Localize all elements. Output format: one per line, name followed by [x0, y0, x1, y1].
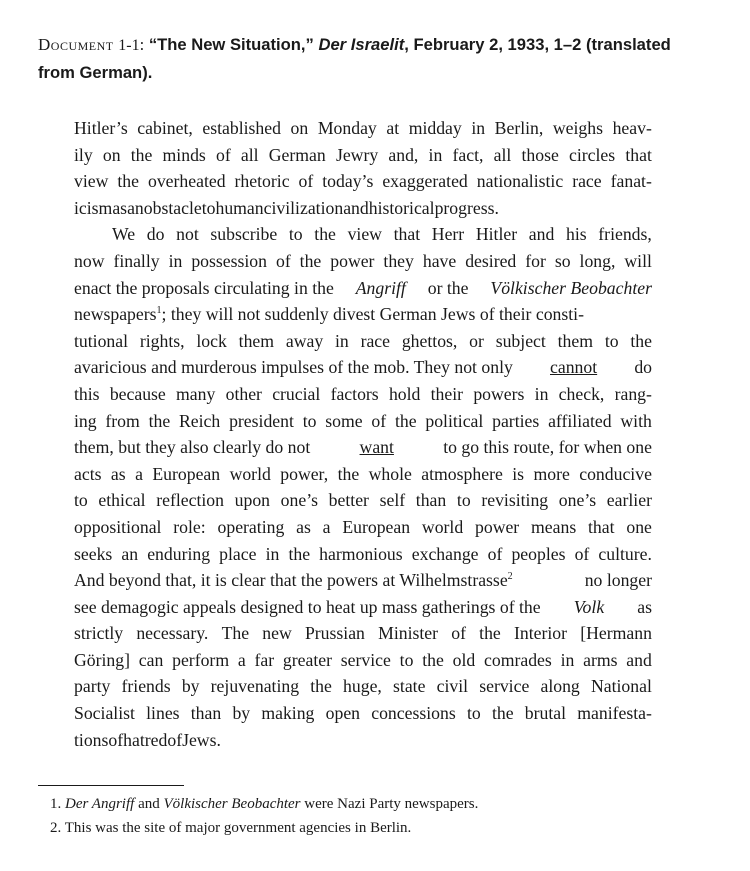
word: huge,: [343, 676, 382, 697]
word: comrades: [484, 649, 552, 670]
text-line: [74, 541, 652, 568]
word: power,: [280, 463, 329, 484]
word: more: [533, 463, 570, 484]
word: factors: [330, 383, 379, 404]
word: the: [630, 330, 652, 351]
text-line: [74, 647, 652, 674]
document-label: Document: [38, 35, 114, 54]
word: of: [371, 410, 387, 431]
word: an: [127, 197, 144, 218]
word: that: [393, 224, 421, 245]
text-line: [74, 221, 652, 248]
text-line: [74, 700, 652, 727]
word: will: [624, 250, 652, 271]
footnote-text: were Nazi Party newspapers.: [304, 796, 479, 812]
word: peoples: [511, 543, 566, 564]
word: cabinet,: [137, 118, 193, 138]
heading-colon: :: [139, 35, 145, 54]
word: midday: [408, 118, 462, 138]
word: the: [479, 623, 501, 644]
word: president: [229, 410, 294, 431]
word: view: [347, 224, 382, 245]
word: and: [528, 224, 555, 245]
word: lines: [146, 703, 180, 724]
word: upon: [234, 490, 271, 511]
word: race: [572, 171, 602, 192]
word: as: [110, 463, 126, 484]
text-segment: [74, 301, 584, 328]
word: parties: [492, 410, 540, 431]
word: possession: [191, 250, 267, 271]
footnote-ref-1: 1: [156, 305, 162, 317]
text-segment: avaricious and murderous impulses of the mob. They not only: [74, 357, 513, 378]
word: tions: [74, 729, 109, 750]
text-line: [74, 142, 652, 169]
word: to: [456, 490, 471, 511]
word: weighs: [552, 118, 603, 138]
word: for: [525, 250, 546, 271]
text-line: [74, 275, 652, 302]
word: subscribe: [210, 224, 278, 245]
footnote-2: [50, 816, 690, 840]
document-body: [74, 115, 652, 753]
word: manifesta-: [577, 703, 652, 724]
word: ily: [74, 144, 93, 165]
word: rang-: [614, 383, 652, 404]
text-segment: no longer: [584, 570, 652, 591]
text-line: [74, 514, 652, 541]
word: in: [428, 144, 443, 165]
word: ing: [74, 410, 97, 431]
text-line: [74, 567, 652, 594]
word: necessary.: [136, 623, 209, 644]
word: conducive: [579, 463, 652, 484]
word: oppositional: [74, 516, 162, 537]
word: Berlin,: [494, 118, 544, 138]
word: operating: [217, 516, 285, 537]
word: concessions: [371, 703, 456, 724]
word: one: [626, 516, 652, 537]
word: Interior: [513, 623, 568, 644]
word: tutional: [74, 330, 129, 351]
footnotes: [50, 792, 690, 840]
text-line: [74, 408, 652, 435]
word: because: [109, 383, 166, 404]
word: of: [487, 543, 503, 564]
word: the: [314, 224, 336, 245]
word: they: [383, 250, 414, 271]
word: the: [288, 543, 311, 564]
word: culture.: [598, 543, 652, 564]
text-line: [74, 168, 652, 195]
word: in: [168, 250, 183, 271]
word: have: [422, 250, 457, 271]
word: friends,: [598, 224, 652, 245]
text-line: [74, 381, 652, 408]
word: civil: [436, 676, 469, 697]
word: Göring]: [74, 649, 130, 670]
word: an: [121, 543, 139, 564]
word: place: [219, 543, 257, 564]
word: the: [148, 410, 171, 431]
word: seeks: [74, 543, 113, 564]
word: acts: [74, 463, 102, 484]
word: can: [138, 649, 164, 670]
text-line: [74, 248, 652, 275]
footnote-number: 1.: [50, 796, 62, 812]
word: revisiting: [481, 490, 549, 511]
word: and,: [388, 144, 419, 165]
word: the: [394, 410, 417, 431]
word: finally: [113, 250, 160, 271]
word: icism: [74, 197, 113, 218]
word: arms: [583, 649, 618, 670]
word: away: [285, 330, 324, 351]
word: the: [491, 703, 514, 724]
word: friends: [121, 676, 171, 697]
word: the: [117, 171, 139, 192]
word: nationalistic: [476, 171, 564, 192]
word: to: [201, 197, 216, 218]
word: from: [105, 410, 140, 431]
word: human: [215, 197, 264, 218]
word: overheated: [147, 171, 226, 192]
word: today’s: [322, 171, 374, 192]
word: those: [521, 144, 559, 165]
word: now: [74, 250, 105, 271]
word: greater: [282, 649, 333, 670]
footnote-text: and: [138, 796, 160, 812]
word: The: [221, 623, 250, 644]
word: them: [557, 330, 593, 351]
word: perform: [172, 649, 230, 670]
word: of: [298, 171, 314, 192]
newspapers-word: newspapers: [74, 304, 157, 325]
word: in: [471, 118, 486, 138]
footnote-italic: Der Angriff: [65, 796, 135, 812]
word: at: [386, 118, 400, 138]
cannot-underlined: cannot: [550, 357, 598, 378]
word: the: [130, 144, 153, 165]
word: of: [451, 623, 466, 644]
word: of: [215, 144, 231, 165]
text-line: [74, 673, 652, 700]
word: service: [340, 649, 391, 670]
text-segment: them, but they also clearly do not: [74, 437, 311, 458]
text-segment: do: [634, 357, 652, 378]
voelkischer-beobachter-italic: Völkischer Beobachter: [490, 277, 652, 298]
word: do: [146, 224, 165, 245]
word: atmosphere: [421, 463, 503, 484]
word: race: [360, 330, 391, 351]
word: hatred: [123, 729, 168, 750]
word: and: [343, 197, 369, 218]
word: one’s: [558, 490, 597, 511]
word: whole: [368, 463, 412, 484]
word: circles: [569, 144, 616, 165]
text-line: [74, 195, 652, 222]
word: all: [493, 144, 512, 165]
word: self: [379, 490, 406, 511]
word: Reich: [179, 410, 221, 431]
word: some: [325, 410, 363, 431]
word: a: [135, 463, 143, 484]
word: rhetoric: [234, 171, 290, 192]
word: progress.: [434, 197, 499, 218]
word: role:: [173, 516, 206, 537]
word: state: [393, 676, 426, 697]
word: old: [452, 649, 476, 670]
word: historical: [368, 197, 435, 218]
word: with: [620, 410, 652, 431]
word: obstacle: [143, 197, 202, 218]
word: Monday: [317, 118, 377, 138]
publication-details-line2: from German).: [38, 63, 153, 82]
text-line: [74, 487, 652, 514]
word: by: [181, 676, 200, 697]
word: enduring: [147, 543, 211, 564]
word: this: [74, 383, 100, 404]
word: far: [254, 649, 275, 670]
word: German: [268, 144, 326, 165]
text-line: [74, 301, 652, 328]
want-underlined: want: [359, 437, 394, 458]
word: other: [225, 383, 262, 404]
word: that: [588, 516, 615, 537]
word: new: [262, 623, 292, 644]
word: on: [290, 118, 309, 138]
word: making: [261, 703, 315, 724]
word: of: [167, 729, 183, 750]
word: power: [330, 250, 375, 271]
word: them: [238, 330, 275, 351]
word: as: [112, 197, 128, 218]
word: strictly: [74, 623, 124, 644]
word: in: [265, 543, 280, 564]
text-segment: see demagogic appeals designed to heat up mass gatherings of the: [74, 596, 541, 617]
text-line: [74, 461, 652, 488]
word: means: [531, 516, 577, 537]
word: the: [310, 676, 332, 697]
word: to: [466, 703, 481, 724]
word: on: [102, 144, 121, 165]
word: desired: [465, 250, 517, 271]
publication-name: Der Israelit: [318, 35, 405, 54]
word: to: [604, 330, 619, 351]
word: that: [625, 144, 652, 165]
word: Jews.: [182, 729, 221, 750]
word: Jewry: [335, 144, 379, 165]
word: his: [565, 224, 587, 245]
footnote-number: 2.: [50, 820, 62, 836]
word: minds: [162, 144, 206, 165]
word: than: [415, 490, 447, 511]
word: or: [469, 330, 484, 351]
word: National: [590, 676, 652, 697]
text-segment: as: [637, 596, 652, 617]
word: the: [337, 463, 360, 484]
word: one’s: [280, 490, 319, 511]
word: to: [302, 410, 317, 431]
word: ethical: [98, 490, 146, 511]
word: rejuvenating: [210, 676, 300, 697]
word: lock: [196, 330, 227, 351]
volk-italic: Volk: [573, 596, 605, 617]
word: Minister: [378, 623, 439, 644]
word: harmonious: [319, 543, 403, 564]
footnote-ref-2: 2: [507, 571, 513, 583]
word: the: [422, 649, 444, 670]
word: [Hermann: [580, 623, 652, 644]
word: rights,: [139, 330, 185, 351]
text-segment: [74, 567, 513, 594]
word: to: [399, 649, 414, 670]
word: crucial: [272, 383, 321, 404]
angriff-italic: Angriff: [355, 277, 406, 298]
word: a: [237, 649, 246, 670]
word: a: [322, 516, 331, 537]
word: in: [334, 330, 349, 351]
word: their: [430, 383, 464, 404]
paragraph-1: [74, 115, 652, 221]
word: long,: [579, 250, 616, 271]
word: of: [275, 250, 291, 271]
word: better: [328, 490, 369, 511]
word: view: [74, 171, 109, 192]
word: is: [512, 463, 525, 484]
text-line: [74, 434, 652, 461]
text-line: [74, 328, 652, 355]
footnote-text: This was the site of major government agencies in Berlin.: [64, 820, 412, 836]
word: world: [229, 463, 271, 484]
word: We: [112, 224, 136, 245]
word: along: [540, 676, 580, 697]
word: European: [152, 463, 221, 484]
word: to: [288, 224, 303, 245]
word: Prussian: [304, 623, 365, 644]
word: heav-: [612, 118, 652, 138]
word: Herr: [431, 224, 465, 245]
word: of: [108, 729, 124, 750]
word: by: [232, 703, 251, 724]
word: fanat-: [610, 171, 652, 192]
word: party: [74, 676, 111, 697]
word: reflection: [156, 490, 224, 511]
text-segment: to go this route, for when one: [443, 437, 652, 458]
word: established: [202, 118, 281, 138]
word: to: [74, 490, 88, 511]
text-segment: or the: [427, 277, 469, 298]
word: exchange: [411, 543, 479, 564]
word: European: [342, 516, 411, 537]
word: hold: [388, 383, 421, 404]
word: open: [325, 703, 361, 724]
document-title: “The New Situation,”: [148, 35, 314, 54]
publication-details: , February 2, 1933, 1–2 (translated: [404, 35, 671, 54]
word: power: [475, 516, 520, 537]
text-line: [74, 727, 652, 754]
word: all: [240, 144, 259, 165]
paragraph-2: [74, 221, 652, 753]
document-heading: [38, 31, 714, 86]
word: not: [176, 224, 199, 245]
word: check,: [558, 383, 605, 404]
word: ghettos,: [401, 330, 458, 351]
text-line: [74, 354, 652, 381]
word: earlier: [606, 490, 652, 511]
text-segment: ; they will not suddenly divest German Jews of their consti-: [161, 304, 584, 325]
word: Hitler: [475, 224, 518, 245]
word: political: [425, 410, 484, 431]
text-line: [74, 594, 652, 621]
word: in: [560, 649, 575, 670]
word: service: [479, 676, 530, 697]
word: Socialist: [74, 703, 135, 724]
word: Hitler’s: [74, 118, 128, 138]
word: affiliated: [548, 410, 612, 431]
word: civilization: [263, 197, 344, 218]
word: and: [626, 649, 652, 670]
word: so: [554, 250, 571, 271]
word: subject: [495, 330, 546, 351]
footnote-italic: Völkischer Beobachter: [163, 796, 301, 812]
word: many: [176, 383, 216, 404]
word: exaggerated: [382, 171, 468, 192]
wilhelmstrasse-text: And beyond that, it is clear that the powers at Wilhelmstrasse: [74, 570, 508, 591]
footnote-1: [50, 792, 690, 816]
word: than: [190, 703, 222, 724]
word: world: [421, 516, 464, 537]
word: of: [574, 543, 590, 564]
word: brutal: [524, 703, 567, 724]
word: in: [534, 383, 549, 404]
word: the: [299, 250, 322, 271]
text-segment: enact the proposals circulating in the: [74, 277, 334, 298]
document-number: 1-1: [118, 37, 140, 54]
word: powers: [473, 383, 525, 404]
text-line: [74, 620, 652, 647]
word: as: [296, 516, 311, 537]
text-line: [74, 115, 652, 142]
word: fact,: [452, 144, 484, 165]
footnote-divider: [38, 785, 184, 786]
